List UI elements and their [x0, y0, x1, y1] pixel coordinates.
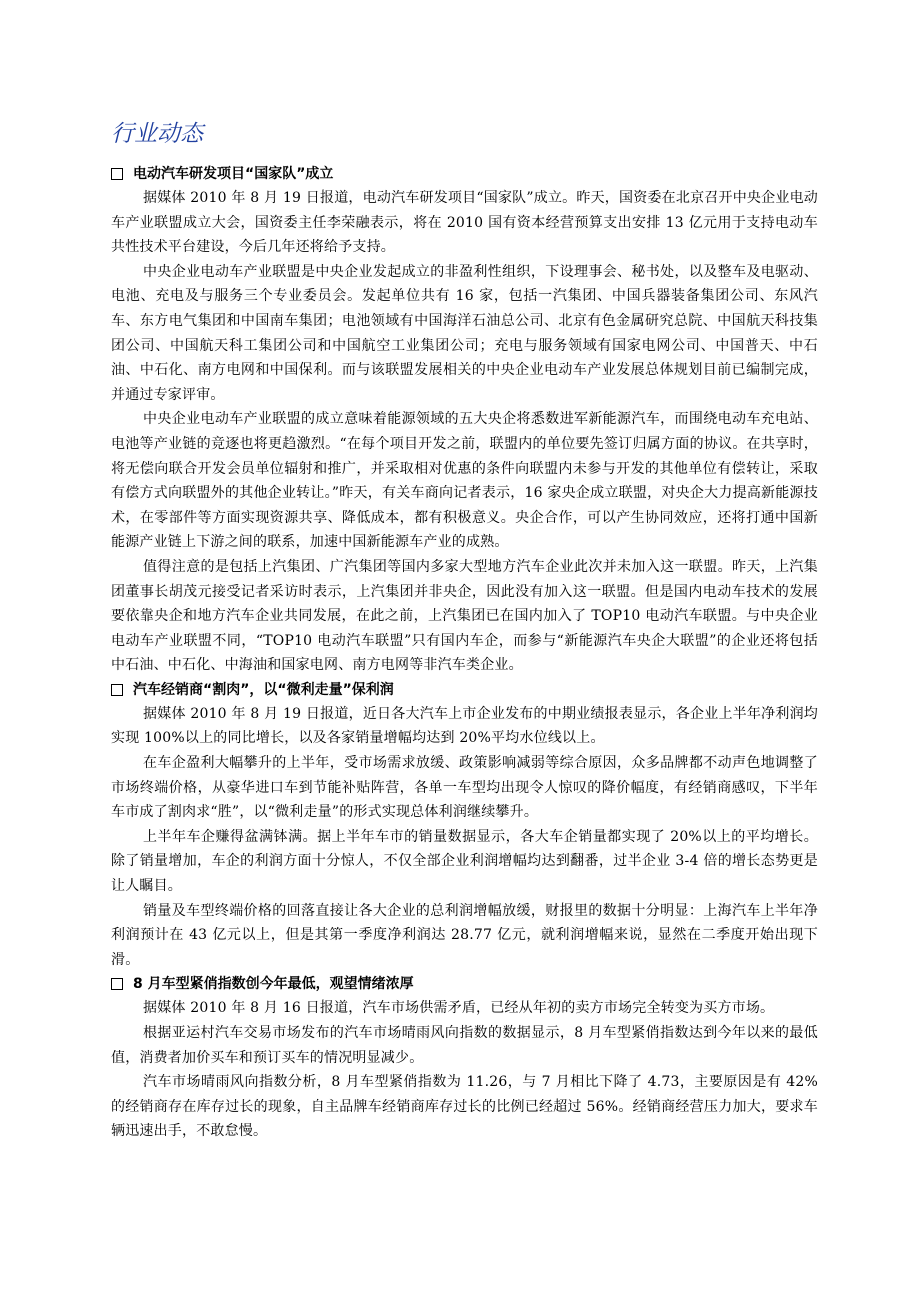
article-heading [111, 678, 818, 702]
paragraph: 汽车市场晴雨风向指数分析，8 月车型紧俏指数为 11.26，与 7 月相比下降了 4.73，主要原因是有 42%的经销商存在库存过长的现象，自主品牌车经销商库存过长的比例已经超过 56%。经销商经营压力加大，要求车辆迅速出手，不敢怠慢。 [111, 1074, 818, 1140]
article-heading-text: 汽车经销商“割肉”，以“微利走量”保利润 [133, 681, 394, 698]
article-heading-text: 电动汽车研发项目“国家队”成立 [133, 166, 334, 182]
article-ev-national-team [111, 162, 818, 678]
article-august-demand-index [111, 972, 818, 1144]
article-heading [111, 972, 818, 996]
paragraph: 据媒体 2010 年 8 月 16 日报道，汽车市场供需矛盾，已经从年初的卖方市场完全转变为买方市场。 [143, 1000, 775, 1017]
section-title: 行业动态 [111, 121, 203, 147]
article-heading [111, 162, 818, 186]
checkbox-icon [111, 978, 123, 990]
paragraph: 根据亚运村汽车交易市场发布的汽车市场晴雨风向指数的数据显示，8 月车型紧俏指数达到今年以来的最低值，消费者加价买车和预订买车的情况明显减少。 [111, 1025, 818, 1066]
paragraph: 中央企业电动车产业联盟是中央企业发起成立的非盈利性组织，下设理事会、秘书处，以及整车及电驱动、电池、充电及与服务三个专业委员会。发起单位共有 16 家，包括一汽集团、中国兵器装备集团公司、东风汽车、东方电气集团和中国南车集团；电池领域有中国海洋石油总公司、北京有色金属研究总院、中国航天科技集团公司、中国航天科工集团公司和中国航空工业集团公司；充电与服务领域有国家电网公司、中国普天、中石油、中石化、南方电网和中国保利。而与该联盟发展相关的中央企业电动车产业发展总体规划目前已编制完成，并通过专家评审。 [111, 263, 818, 403]
paragraph: 据媒体 2010 年 8 月 19 日报道，近日各大汽车上市企业发布的中期业绩报表显示，各企业上半年净利润均实现 100%以上的同比增长，以及各家销量增幅均达到 20%平均水位线以上。 [111, 705, 818, 747]
paragraph: 在车企盈利大幅攀升的上半年，受市场需求放缓、政策影响减弱等综合原因，众多品牌都不动声色地调整了市场终端价格，从豪华进口车到节能补贴阵营，各单一车型均出现令人惊叹的降价幅度，有经销商感叹，下半年车市成了割肉求“胜”，以“微利走量”的形式实现总体利润继续攀升。 [111, 755, 818, 821]
paragraph: 销量及车型终端价格的回落直接让各大企业的总利润增幅放缓，财报里的数据十分明显：上海汽车上半年净利润预计在 43 亿元以上，但是其第一季度净利润达 28.77 亿元，就利润增幅来说，显然在二季度开始出现下滑。 [111, 902, 818, 968]
checkbox-icon [111, 684, 123, 696]
document-page [111, 118, 818, 1144]
paragraph: 据媒体 2010 年 8 月 19 日报道，电动汽车研发项目“国家队”成立。昨天，国资委在北京召开中央企业电动车产业联盟成立大会，国资委主任李荣融表示，将在 2010 国有资本经营预算支出安排 13 亿元用于支持电动车共性技术平台建设，今后几年还将给予支持。 [111, 190, 818, 256]
article-heading-text: 8 月车型紧俏指数创今年最低，观望情绪浓厚 [133, 976, 414, 993]
checkbox-icon [111, 168, 123, 180]
paragraph: 上半年车企赚得盆满钵满。据上半年车市的销量数据显示，各大车企销量都实现了 20%以上的平均增长。除了销量增加，车企的利润方面十分惊人，不仅全部企业利润增幅均达到翻番，过半企业 3-4 倍的增长态势更是让人瞩目。 [111, 828, 818, 895]
article-dealers-cut-price [111, 678, 818, 973]
paragraph: 值得注意的是包括上汽集团、广汽集团等国内多家大型地方汽车企业此次并未加入这一联盟。昨天，上汽集团董事长胡茂元接受记者采访时表示，上汽集团并非央企，因此没有加入这一联盟。但是国内电动车技术的发展要依靠央企和地方汽车企业共同发展，在此之前，上汽集团已在国内加入了 TOP10 电动汽车联盟。与中央企业电动车产业联盟不同，“TOP10 电动汽车联盟”只有国内车企，而参与“新能源汽车央企大联盟”的企业还将包括中石油、中石化、中海油和国家电网、南方电网等非汽车类企业。 [111, 558, 818, 674]
paragraph: 中央企业电动车产业联盟的成立意味着能源领域的五大央企将悉数进军新能源汽车，而围绕电动车充电站、电池等产业链的竞逐也将更趋激烈。“在每个项目开发之前，联盟内的单位要先签订归属方面的协议。在共享时，将无偿向联合开发会员单位辐射和推广，并采取相对优惠的条件向联盟内未参与开发的其他单位有偿转让，采取有偿方式向联盟外的其他企业转让。”昨天，有关车商向记者表示，16 家央企成立联盟，对央企大力提高新能源技术，在零部件等方面实现资源共享、降低成本，都有积极意义。央企合作，可以产生协同效应，还将打通中国新能源产业链上下游之间的联系，加速中国新能源车产业的成熟。 [111, 411, 818, 551]
